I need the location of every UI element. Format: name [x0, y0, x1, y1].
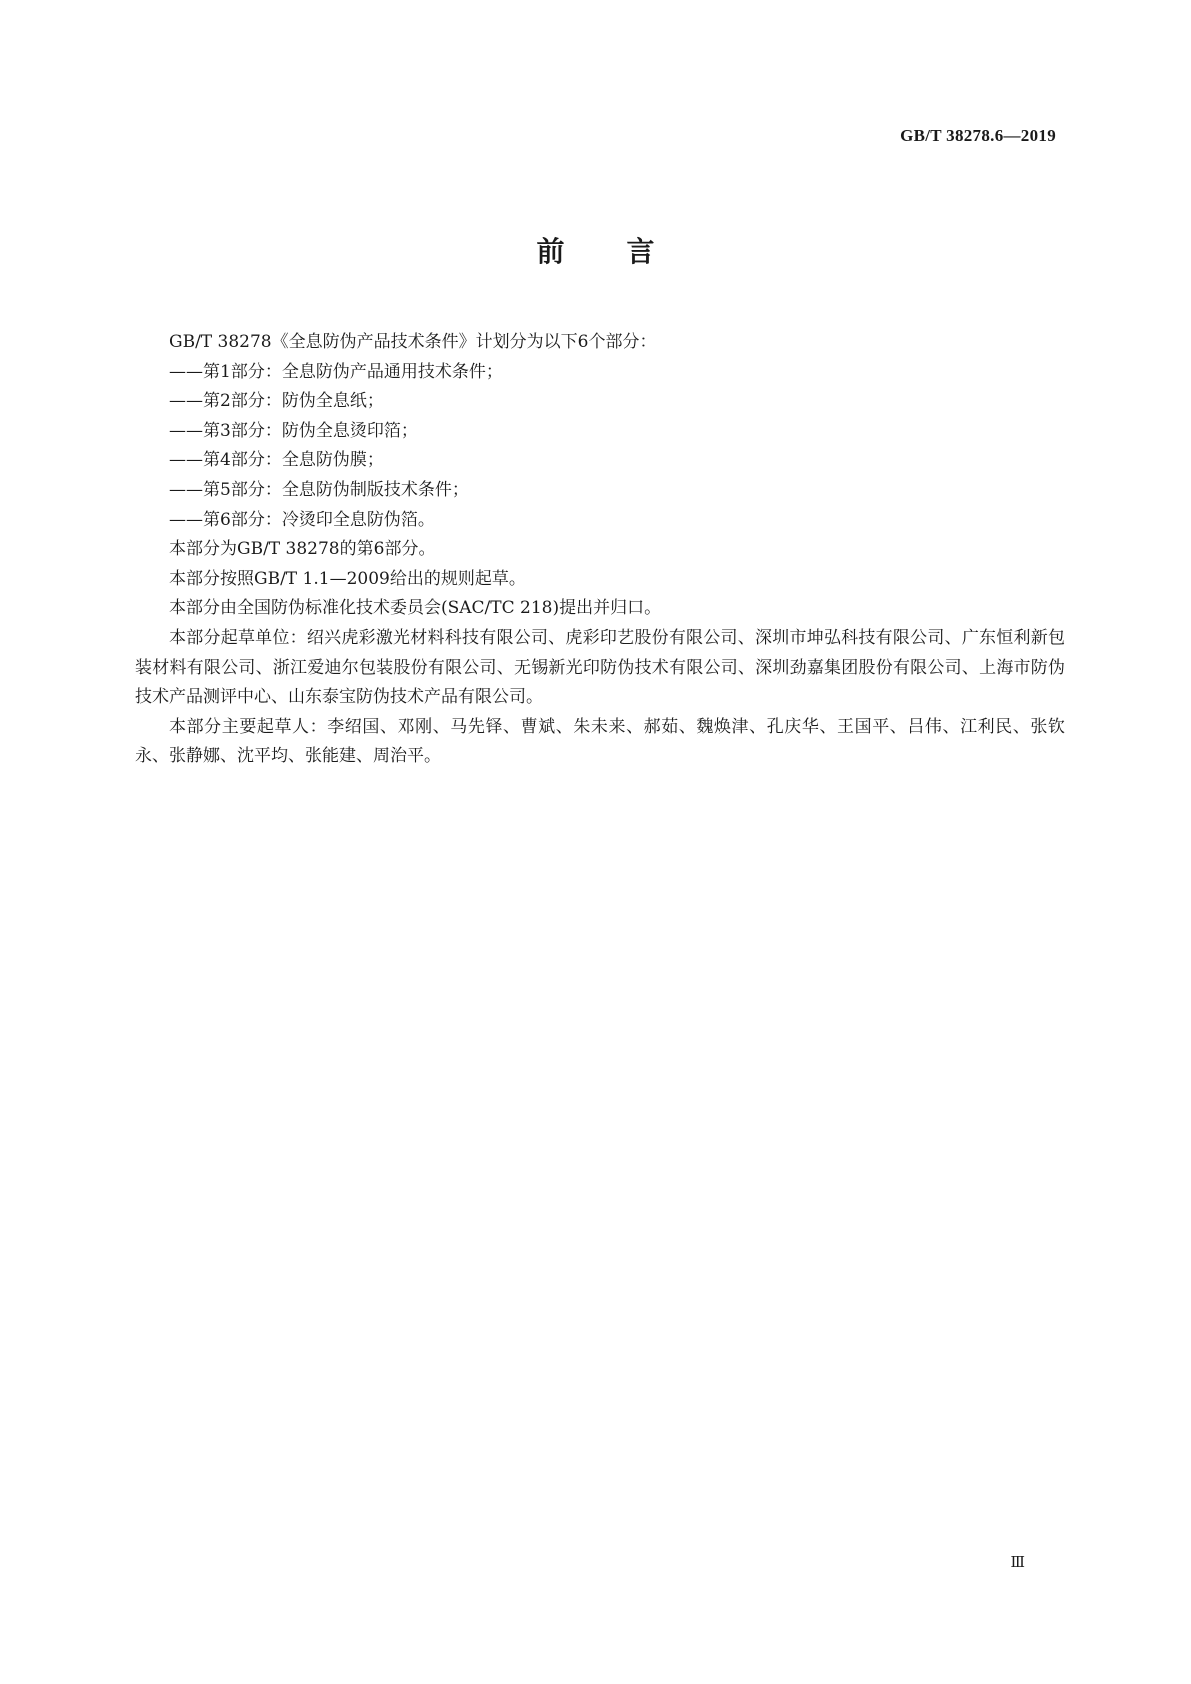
list-item-part-4: ——第4部分：全息防伪膜； [169, 450, 384, 471]
page-number: Ⅲ [1010, 1555, 1025, 1571]
paragraph-drafting-units: 本部分起草单位：绍兴虎彩激光材料科技有限公司、虎彩印艺股份有限公司、深圳市坤弘科技有限公司、广东恒利新包装材料有限公司、浙江爱迪尔包装股份有限公司、无锡新光印防伪技术有限公司、深圳劲嘉集团股份有限公司、上海市防伪技术产品测评中心、山东泰宝防伪技术产品有限公司。 [135, 627, 1065, 708]
paragraph-drafting-rules: 本部分按照GB/T 1.1—2009给出的规则起草。 [169, 568, 526, 589]
paragraph-committee: 本部分由全国防伪标准化技术委员会(SAC/TC 218)提出并归口。 [169, 598, 662, 619]
title-char-2: 言 [626, 235, 655, 268]
list-item-part-6: ——第6部分：冷烫印全息防伪箔。 [169, 509, 435, 530]
list-item-part-3: ——第3部分：防伪全息烫印箔； [169, 420, 418, 441]
page-title [0, 230, 1191, 270]
standard-code: GB/T 38278.6—2019 [900, 126, 1056, 145]
paragraph-drafters: 本部分主要起草人：李绍国、邓刚、马先铎、曹斌、朱未来、郝茹、魏焕津、孔庆华、王国平、吕伟、江利民、张钦永、张静娜、沈平均、张能建、周治平。 [135, 716, 1065, 767]
list-item-part-5: ——第5部分：全息防伪制版技术条件； [169, 479, 469, 500]
title-char-1: 前 [536, 235, 565, 268]
paragraph-part-statement: 本部分为GB/T 38278的第6部分。 [169, 539, 436, 560]
list-item-part-1: ——第1部分：全息防伪产品通用技术条件； [169, 361, 503, 382]
paragraph-intro: GB/T 38278《全息防伪产品技术条件》计划分为以下6个部分： [169, 332, 657, 352]
foreword-body [135, 328, 1065, 772]
list-item-part-2: ——第2部分：防伪全息纸； [169, 391, 384, 412]
